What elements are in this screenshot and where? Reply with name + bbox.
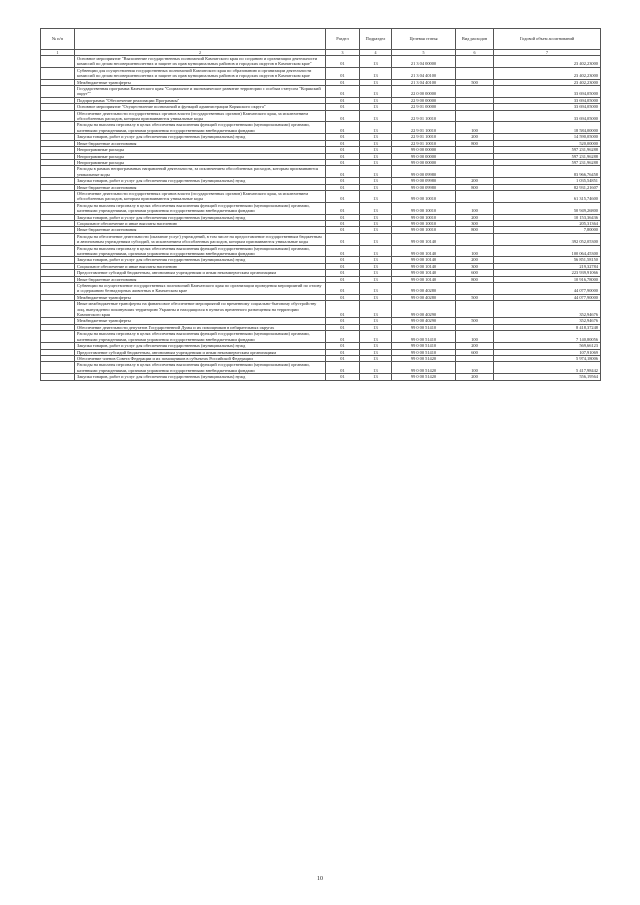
row-razdel-cell: 01 [326, 276, 360, 282]
row-razdel-cell: 01 [326, 67, 360, 79]
row-razdel-cell: 01 [326, 147, 360, 153]
table-row [41, 67, 601, 79]
row-razdel-cell: 01 [326, 324, 360, 330]
row-podrazdel-cell: 13 [360, 214, 392, 220]
row-expense-type-cell: 200 [456, 178, 494, 184]
row-name-cell: Подпрограмма "Обеспечение реализации Программы" [75, 97, 326, 103]
row-amount-cell: 5 974,18006 [494, 355, 601, 361]
row-target-article-cell: 99 0 00 40280 [392, 283, 456, 295]
row-amount-cell: 7,80000 [494, 227, 601, 233]
row-target-article-cell: 21 3 04 00000 [392, 56, 456, 68]
row-target-article-cell: 99 0 00 10010 [392, 190, 456, 202]
table-row [41, 331, 601, 343]
row-target-article-cell: 99 0 00 09980 [392, 166, 456, 178]
row-amount-cell: 7 140,80056 [494, 331, 601, 343]
row-razdel-cell: 01 [326, 184, 360, 190]
row-podrazdel-cell: 13 [360, 166, 392, 178]
row-expense-type-cell [456, 190, 494, 202]
row-name-cell: Государственная программа Камчатского края "Социальное и экономическое развитие территории с особым статусом "Корякский округ"" [75, 86, 326, 98]
row-expense-type-cell: 300 [456, 263, 494, 269]
row-amount-cell: 352,94676 [494, 301, 601, 318]
row-amount-cell: 556,19564 [494, 374, 601, 380]
row-amount-cell: 61 315,74600 [494, 190, 601, 202]
row-podrazdel-cell: 13 [360, 86, 392, 98]
table-row [41, 245, 601, 257]
row-target-article-cell: 22 9 00 00000 [392, 97, 456, 103]
row-name-cell: Закупка товаров, работ и услуг для обеспечения государственных (муниципальных) нужд [75, 134, 326, 140]
table-row [41, 190, 601, 202]
row-amount-cell: 23 402,23000 [494, 67, 601, 79]
row-number-cell [41, 245, 75, 257]
row-target-article-cell: 99 0 00 51420 [392, 355, 456, 361]
row-razdel-cell: 01 [326, 270, 360, 276]
row-number-cell [41, 110, 75, 122]
row-target-article-cell: 99 0 00 10010 [392, 202, 456, 214]
row-name-cell: Иные бюджетные ассигнования [75, 140, 326, 146]
row-target-article-cell: 99 0 00 40290 [392, 301, 456, 318]
row-name-cell: Социальное обеспечение и иные выплаты населению [75, 263, 326, 269]
row-expense-type-cell [456, 166, 494, 178]
row-name-cell: Непрограммные расходы [75, 159, 326, 165]
row-podrazdel-cell: 13 [360, 294, 392, 300]
row-amount-cell: 33 694,05000 [494, 86, 601, 98]
header-target-article: Целевая статья [392, 29, 456, 50]
row-number-cell [41, 86, 75, 98]
row-razdel-cell: 01 [326, 214, 360, 220]
row-amount-cell: 44 077,90000 [494, 294, 601, 300]
row-amount-cell: 520,00000 [494, 140, 601, 146]
row-number-cell [41, 67, 75, 79]
row-podrazdel-cell: 13 [360, 301, 392, 318]
row-podrazdel-cell: 13 [360, 178, 392, 184]
budget-table [40, 28, 601, 381]
row-name-cell: Обеспечение деятельности депутатов Государственной Думы и их помощников в избирательных округах [75, 324, 326, 330]
row-podrazdel-cell: 13 [360, 97, 392, 103]
row-amount-cell: 44 077,90000 [494, 283, 601, 295]
row-amount-cell: 205,31364 [494, 220, 601, 226]
row-target-article-cell: 22 9 01 00000 [392, 104, 456, 110]
row-name-cell: Субвенции на осуществление государственных полномочий Камчатского края по организации проведения мероприятий по отлову и содержанию безнадзорных животных в Камчатском крае [75, 283, 326, 295]
row-target-article-cell: 99 0 00 51410 [392, 343, 456, 349]
row-name-cell: Расходы на обеспечение деятельности (оказание услуг) учреждений, в том числе на предоставление государственным бюджетным и автономным учреждениям субсидий, за исключением обособленных расходов, которым присваиваются уникальные коды [75, 233, 326, 245]
row-podrazdel-cell: 13 [360, 56, 392, 68]
row-target-article-cell: 99 0 00 10140 [392, 276, 456, 282]
row-expense-type-cell: 200 [456, 374, 494, 380]
row-target-article-cell: 99 0 00 51420 [392, 374, 456, 380]
row-target-article-cell: 99 0 00 10010 [392, 227, 456, 233]
row-number-cell [41, 374, 75, 380]
row-expense-type-cell [456, 233, 494, 245]
row-name-cell: Обеспечение членов Совета Федерации и их помощников в субъектах Российской Федерации [75, 355, 326, 361]
row-expense-type-cell [456, 67, 494, 79]
row-razdel-cell: 01 [326, 349, 360, 355]
row-name-cell: Закупка товаров, работ и услуг для обеспечения государственных (муниципальных) нужд [75, 214, 326, 220]
table-header-row [41, 29, 601, 50]
row-razdel-cell: 01 [326, 263, 360, 269]
column-number: 4 [360, 50, 392, 56]
table-row [41, 202, 601, 214]
row-target-article-cell: 99 0 00 51410 [392, 324, 456, 330]
row-razdel-cell: 01 [326, 355, 360, 361]
row-name-cell: Закупка товаров, работ и услуг для обеспечения государственных (муниципальных) нужд [75, 343, 326, 349]
row-razdel-cell: 01 [326, 318, 360, 324]
row-number-cell [41, 202, 75, 214]
row-number-cell [41, 233, 75, 245]
row-podrazdel-cell: 13 [360, 140, 392, 146]
row-podrazdel-cell: 13 [360, 184, 392, 190]
row-amount-cell: 83 966,76458 [494, 166, 601, 178]
row-target-article-cell: 99 0 00 10010 [392, 220, 456, 226]
row-amount-cell: 223 939,91066 [494, 270, 601, 276]
row-amount-cell: 56 851,58150 [494, 257, 601, 263]
row-target-article-cell: 99 0 00 10140 [392, 257, 456, 263]
row-podrazdel-cell: 13 [360, 343, 392, 349]
row-expense-type-cell: 100 [456, 331, 494, 343]
row-name-cell: Межбюджетные трансферты [75, 294, 326, 300]
row-name-cell: Предоставление субсидий бюджетным, автономным учреждениям и иным некоммерческим организациям [75, 349, 326, 355]
row-name-cell: Непрограммные расходы [75, 153, 326, 159]
row-target-article-cell: 22 9 01 10010 [392, 110, 456, 122]
row-name-cell: Предоставление субсидий бюджетным, автономным учреждениям и иным некоммерческим организациям [75, 270, 326, 276]
row-target-article-cell: 99 0 00 51420 [392, 362, 456, 374]
row-razdel-cell: 01 [326, 104, 360, 110]
row-expense-type-cell: 200 [456, 134, 494, 140]
budget-page [40, 28, 600, 381]
table-row [41, 374, 601, 380]
row-expense-type-cell: 500 [456, 294, 494, 300]
table-row [41, 283, 601, 295]
row-amount-cell: 33 694,05000 [494, 97, 601, 103]
table-row [41, 301, 601, 318]
row-amount-cell: 50 949,26800 [494, 202, 601, 214]
row-podrazdel-cell: 13 [360, 134, 392, 140]
row-number-cell [41, 166, 75, 178]
row-amount-cell: 352,94676 [494, 318, 601, 324]
row-razdel-cell: 01 [326, 331, 360, 343]
row-target-article-cell: 22 0 00 00000 [392, 86, 456, 98]
row-amount-cell: 5 417,98442 [494, 362, 601, 374]
row-expense-type-cell: 800 [456, 276, 494, 282]
row-expense-type-cell: 100 [456, 362, 494, 374]
row-razdel-cell: 01 [326, 202, 360, 214]
table-row [41, 56, 601, 68]
table-row [41, 122, 601, 134]
row-podrazdel-cell: 13 [360, 159, 392, 165]
row-number-cell [41, 331, 75, 343]
row-podrazdel-cell: 13 [360, 79, 392, 85]
row-podrazdel-cell: 13 [360, 110, 392, 122]
row-expense-type-cell: 800 [456, 227, 494, 233]
row-podrazdel-cell: 13 [360, 202, 392, 214]
row-expense-type-cell [456, 110, 494, 122]
table-row [41, 166, 601, 178]
row-amount-cell: 10 916,78000 [494, 276, 601, 282]
row-target-article-cell: 99 0 00 51410 [392, 349, 456, 355]
row-expense-type-cell: 200 [456, 257, 494, 263]
row-razdel-cell: 01 [326, 374, 360, 380]
row-target-article-cell: 99 0 00 40290 [392, 318, 456, 324]
row-name-cell: Обеспечение деятельности государственных органов власти (государственных органов) Камчатского края, за исключением обособленных расходов, которым присваиваются уникальные коды [75, 190, 326, 202]
row-expense-type-cell: 100 [456, 122, 494, 134]
table-row [41, 233, 601, 245]
row-podrazdel-cell: 13 [360, 220, 392, 226]
row-podrazdel-cell: 13 [360, 104, 392, 110]
row-razdel-cell: 01 [326, 362, 360, 374]
row-name-cell: Закупка товаров, работ и услуг для обеспечения государственных (муниципальных) нужд [75, 374, 326, 380]
row-razdel-cell: 01 [326, 166, 360, 178]
row-name-cell: Иные межбюджетные трансферты на финансовое обеспечение мероприятий по временному социально-бытовому обустройству лиц, вынужденно покинувших территорию Украины и находящихся в пунктах временного размещения на территории Камчатского края [75, 301, 326, 318]
row-amount-cell: 392 052,05300 [494, 233, 601, 245]
row-amount-cell: 8 418,37248 [494, 324, 601, 330]
row-amount-cell: 33 694,05000 [494, 104, 601, 110]
row-amount-cell: 219,32784 [494, 263, 601, 269]
row-podrazdel-cell: 13 [360, 318, 392, 324]
column-number: 2 [75, 50, 326, 56]
row-name-cell: Субвенции для осуществления государственных полномочий Камчатского края по образованию и организации деятельности комиссий по делам несовершеннолетних и защите их прав муниципальных районов и городских округов в Камчатском крае [75, 67, 326, 79]
row-target-article-cell: 99 0 00 10010 [392, 214, 456, 220]
row-razdel-cell: 01 [326, 110, 360, 122]
row-name-cell: Расходы на выплаты персоналу в целях обеспечения выполнения функций государственными (муниципальными) органами, казенными учреждениями, органами управления государственными внебюджетными фондами [75, 331, 326, 343]
row-number-cell [41, 190, 75, 202]
row-name-cell: Закупка товаров, работ и услуг для обеспечения государственных (муниципальных) нужд [75, 257, 326, 263]
row-amount-cell: 1 035,54851 [494, 178, 601, 184]
row-target-article-cell: 99 0 00 09980 [392, 184, 456, 190]
row-podrazdel-cell: 13 [360, 349, 392, 355]
row-name-cell: Расходы на выплаты персоналу в целях обеспечения выполнения функций государственными (муниципальными) органами, казенными учреждениями, органами управления государственными внебюджетными фондами [75, 202, 326, 214]
row-expense-type-cell [456, 56, 494, 68]
row-name-cell: Закупка товаров, работ и услуг для обеспечения государственных (муниципальных) нужд [75, 178, 326, 184]
page-number: 10 [317, 876, 323, 882]
row-podrazdel-cell: 13 [360, 276, 392, 282]
row-podrazdel-cell: 13 [360, 331, 392, 343]
row-number-cell [41, 56, 75, 68]
row-amount-cell: 569,66123 [494, 343, 601, 349]
row-razdel-cell: 01 [326, 56, 360, 68]
row-expense-type-cell [456, 283, 494, 295]
row-amount-cell: 100 064,45300 [494, 245, 601, 257]
row-amount-cell: 23 402,23000 [494, 56, 601, 68]
row-podrazdel-cell: 13 [360, 257, 392, 263]
row-podrazdel-cell: 13 [360, 67, 392, 79]
row-target-article-cell: 22 9 01 10010 [392, 140, 456, 146]
row-razdel-cell: 01 [326, 283, 360, 295]
header-annual-amount: Годовой объем ассигнований [494, 29, 601, 50]
row-target-article-cell: 22 9 01 10010 [392, 122, 456, 134]
row-name-cell: Межбюджетные трансферты [75, 318, 326, 324]
row-target-article-cell: 99 0 00 10140 [392, 270, 456, 276]
header-number: № п/п [41, 29, 75, 50]
row-razdel-cell: 01 [326, 79, 360, 85]
row-number-cell [41, 362, 75, 374]
row-podrazdel-cell: 13 [360, 147, 392, 153]
row-amount-cell: 18 584,00000 [494, 122, 601, 134]
row-expense-type-cell: 500 [456, 79, 494, 85]
row-razdel-cell: 01 [326, 294, 360, 300]
header-expense-type: Вид расходов [456, 29, 494, 50]
row-number-cell [41, 283, 75, 295]
row-razdel-cell: 01 [326, 153, 360, 159]
row-name-cell: Иные бюджетные ассигнования [75, 184, 326, 190]
row-number-cell [41, 122, 75, 134]
row-razdel-cell: 01 [326, 227, 360, 233]
row-amount-cell: 33 694,05000 [494, 110, 601, 122]
row-expense-type-cell: 600 [456, 349, 494, 355]
row-podrazdel-cell: 13 [360, 270, 392, 276]
row-razdel-cell: 01 [326, 97, 360, 103]
row-expense-type-cell: 200 [456, 214, 494, 220]
row-podrazdel-cell: 13 [360, 362, 392, 374]
row-amount-cell: 82 931,21607 [494, 184, 601, 190]
row-amount-cell: 10 153,36436 [494, 214, 601, 220]
row-podrazdel-cell: 13 [360, 374, 392, 380]
row-name-cell: Иные бюджетные ассигнования [75, 227, 326, 233]
column-number: 3 [326, 50, 360, 56]
row-razdel-cell: 01 [326, 301, 360, 318]
row-podrazdel-cell: 13 [360, 245, 392, 257]
row-razdel-cell: 01 [326, 190, 360, 202]
row-name-cell: Расходы на выплаты персоналу в целях обеспечения выполнения функций государственными (муниципальными) органами, казенными учреждениями, органами управления государственными внебюджетными фондами [75, 122, 326, 134]
row-expense-type-cell [456, 86, 494, 98]
row-amount-cell: 23 402,23000 [494, 79, 601, 85]
row-target-article-cell: 22 9 01 10010 [392, 134, 456, 140]
row-name-cell: Обеспечение деятельности государственных органов власти (государственных органов) Камчатского края, за исключением обособленных расходов, которым присваиваются уникальные коды [75, 110, 326, 122]
row-amount-cell: 597 231,96288 [494, 159, 601, 165]
column-number: 6 [456, 50, 494, 56]
row-target-article-cell: 99 0 00 40280 [392, 294, 456, 300]
row-number-cell [41, 301, 75, 318]
row-amount-cell: 597 231,96288 [494, 153, 601, 159]
row-podrazdel-cell: 13 [360, 263, 392, 269]
row-name-cell: Межбюджетные трансферты [75, 79, 326, 85]
row-name-cell: Иные бюджетные ассигнования [75, 276, 326, 282]
row-expense-type-cell: 500 [456, 318, 494, 324]
row-razdel-cell: 01 [326, 178, 360, 184]
row-expense-type-cell: 600 [456, 270, 494, 276]
row-name-cell: Расходы на выплаты персоналу в целях обеспечения выполнения функций государственными (муниципальными) органами, казенными учреждениями, органами управления государственными внебюджетными фондами [75, 245, 326, 257]
row-expense-type-cell [456, 301, 494, 318]
row-expense-type-cell: 300 [456, 220, 494, 226]
row-target-article-cell: 99 0 00 00000 [392, 153, 456, 159]
table-row [41, 86, 601, 98]
row-name-cell: Расходы на выплаты персоналу в целях обеспечения выполнения функций государственными (муниципальными) органами, казенными учреждениями, органами управления государственными внебюджетными фондами [75, 362, 326, 374]
row-expense-type-cell: 100 [456, 245, 494, 257]
header-podrazdel: Подраздел [360, 29, 392, 50]
row-target-article-cell: 99 0 00 51410 [392, 331, 456, 343]
row-expense-type-cell: 800 [456, 140, 494, 146]
row-target-article-cell: 21 3 04 40100 [392, 67, 456, 79]
column-number: 7 [494, 50, 601, 56]
row-expense-type-cell: 800 [456, 184, 494, 190]
row-razdel-cell: 01 [326, 134, 360, 140]
row-podrazdel-cell: 13 [360, 153, 392, 159]
row-target-article-cell: 99 0 00 10140 [392, 263, 456, 269]
table-row [41, 110, 601, 122]
row-razdel-cell: 01 [326, 159, 360, 165]
row-podrazdel-cell: 13 [360, 227, 392, 233]
row-amount-cell: 14 590,05000 [494, 134, 601, 140]
row-podrazdel-cell: 13 [360, 190, 392, 202]
row-razdel-cell: 01 [326, 220, 360, 226]
row-target-article-cell: 21 3 04 40100 [392, 79, 456, 85]
row-podrazdel-cell: 13 [360, 283, 392, 295]
row-name-cell: Основное мероприятие "Выполнение государственных полномочий Камчатского края по созданию и организации деятельности комиссий по делам несовершеннолетних и защите их прав муниципальных районов и городских округов в Камчатском крае" [75, 56, 326, 68]
table-row [41, 362, 601, 374]
header-razdel: Раздел [326, 29, 360, 50]
table-body [41, 56, 601, 381]
row-target-article-cell: 99 0 00 00000 [392, 147, 456, 153]
row-name-cell: Непрограммные расходы [75, 147, 326, 153]
row-razdel-cell: 01 [326, 343, 360, 349]
row-razdel-cell: 01 [326, 245, 360, 257]
column-number: 5 [392, 50, 456, 56]
row-expense-type-cell: 100 [456, 202, 494, 214]
row-podrazdel-cell: 13 [360, 233, 392, 245]
row-podrazdel-cell: 13 [360, 324, 392, 330]
row-razdel-cell: 01 [326, 257, 360, 263]
row-target-article-cell: 99 0 00 10140 [392, 245, 456, 257]
row-podrazdel-cell: 13 [360, 355, 392, 361]
column-number: 1 [41, 50, 75, 56]
row-target-article-cell: 99 0 00 09980 [392, 178, 456, 184]
row-razdel-cell: 01 [326, 233, 360, 245]
row-name-cell: Основное мероприятие "Осуществление полномочий и функций администрации Корякского округа" [75, 104, 326, 110]
row-target-article-cell: 99 0 00 00000 [392, 159, 456, 165]
row-razdel-cell: 01 [326, 122, 360, 134]
row-amount-cell: 597 231,96288 [494, 147, 601, 153]
header-name [75, 29, 326, 50]
row-expense-type-cell: 200 [456, 343, 494, 349]
row-amount-cell: 107,91069 [494, 349, 601, 355]
row-razdel-cell: 01 [326, 140, 360, 146]
row-name-cell: Социальное обеспечение и иные выплаты населению [75, 220, 326, 226]
row-razdel-cell: 01 [326, 86, 360, 98]
row-target-article-cell: 99 0 00 10140 [392, 233, 456, 245]
row-name-cell: Расходы в рамках непрограммных направлений деятельности, за исключением обособленных расходов, которым присваиваются уникальные коды [75, 166, 326, 178]
row-podrazdel-cell: 13 [360, 122, 392, 134]
